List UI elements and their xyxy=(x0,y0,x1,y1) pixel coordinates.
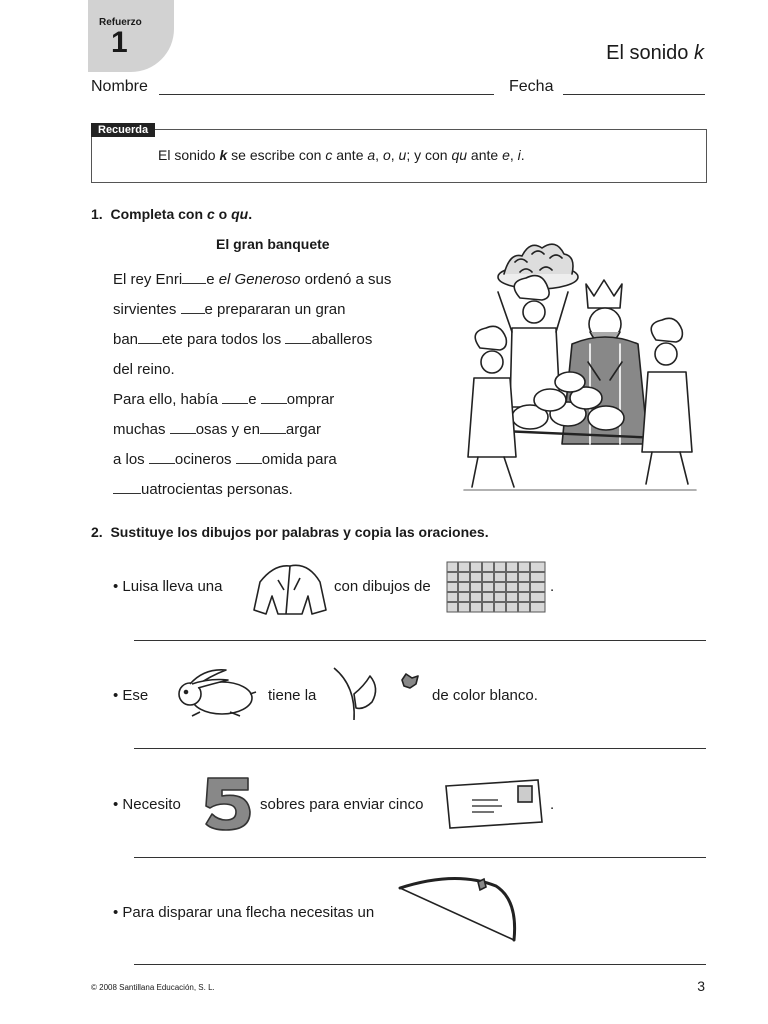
tab-number: 1 xyxy=(111,26,128,59)
unit-tab xyxy=(88,0,174,72)
blank[interactable] xyxy=(181,301,205,314)
exercise-2-instruction: 2. Sustituye los dibujos por palabras y copia las oraciones. xyxy=(91,524,489,540)
page-number: 3 xyxy=(697,978,705,994)
story-line: uatrocientas personas. xyxy=(113,481,293,498)
blank[interactable] xyxy=(261,391,287,404)
date-label: Fecha xyxy=(509,78,554,95)
sentence-3-end: . xyxy=(550,796,555,813)
jacket-icon xyxy=(250,560,328,618)
sentence-3: • Necesito xyxy=(113,796,181,813)
story-line: Para ello, había e omprar xyxy=(113,391,335,408)
sentence-4: • Para disparar una flecha necesitas un xyxy=(113,904,375,921)
tab-label: Refuerzo xyxy=(99,17,142,28)
answer-line[interactable] xyxy=(134,964,706,965)
story-line: sirvientes e prepararan un gran xyxy=(113,301,346,318)
checkered-pattern-icon xyxy=(446,560,546,614)
answer-line[interactable] xyxy=(134,640,706,641)
story-line: ban ete para todos los aballeros xyxy=(113,331,373,348)
sentence-2-end: de color blanco. xyxy=(432,687,538,704)
recuerda-tag: Recuerda xyxy=(91,123,155,137)
envelope-icon xyxy=(444,778,544,830)
blank[interactable] xyxy=(285,331,311,344)
sentence-3-mid: sobres para enviar cinco xyxy=(260,796,424,813)
blank[interactable] xyxy=(182,271,206,284)
blank[interactable] xyxy=(236,451,262,464)
blank[interactable] xyxy=(170,421,196,434)
sentence-1-mid: con dibujos de xyxy=(334,578,431,595)
recuerda-text: El sonido k se escribe con c ante a, o, u; y con qu ante e, i. xyxy=(158,147,525,163)
blank[interactable] xyxy=(260,421,286,434)
blank[interactable] xyxy=(222,391,248,404)
sentence-2: • Ese xyxy=(113,687,149,704)
bow-icon xyxy=(396,876,520,946)
banquet-illustration xyxy=(460,232,700,494)
blank[interactable] xyxy=(138,331,162,344)
date-field[interactable] xyxy=(563,94,705,95)
story-title: El gran banquete xyxy=(216,236,330,252)
title-letter: k xyxy=(694,42,704,64)
number-five-icon xyxy=(202,776,254,832)
story-line: El rey Enri e el Generoso ordenó a sus xyxy=(113,271,392,288)
answer-line[interactable] xyxy=(134,748,706,749)
blank[interactable] xyxy=(113,481,141,494)
blank[interactable] xyxy=(149,451,175,464)
story-line: del reino. xyxy=(113,361,175,378)
sentence-2-mid: tiene la xyxy=(268,687,317,704)
name-label: Nombre xyxy=(91,78,148,95)
sentence-1-end: . xyxy=(550,578,555,595)
answer-line[interactable] xyxy=(134,857,706,858)
copyright: © 2008 Santillana Educación, S. L. xyxy=(91,983,215,992)
page-title xyxy=(606,42,704,65)
rabbit-icon xyxy=(170,664,260,720)
story-line: a los ocineros omida para xyxy=(113,451,337,468)
sentence-4-end: . xyxy=(512,904,517,921)
tail-icon xyxy=(330,664,424,724)
exercise-1-instruction: 1. Completa con c o qu. xyxy=(91,206,253,222)
title-text: El sonido xyxy=(606,42,689,64)
name-date-row xyxy=(91,78,705,100)
name-field[interactable] xyxy=(159,94,494,95)
sentence-1: • Luisa lleva una xyxy=(113,578,223,595)
story-line: muchas osas y en argar xyxy=(113,421,321,438)
